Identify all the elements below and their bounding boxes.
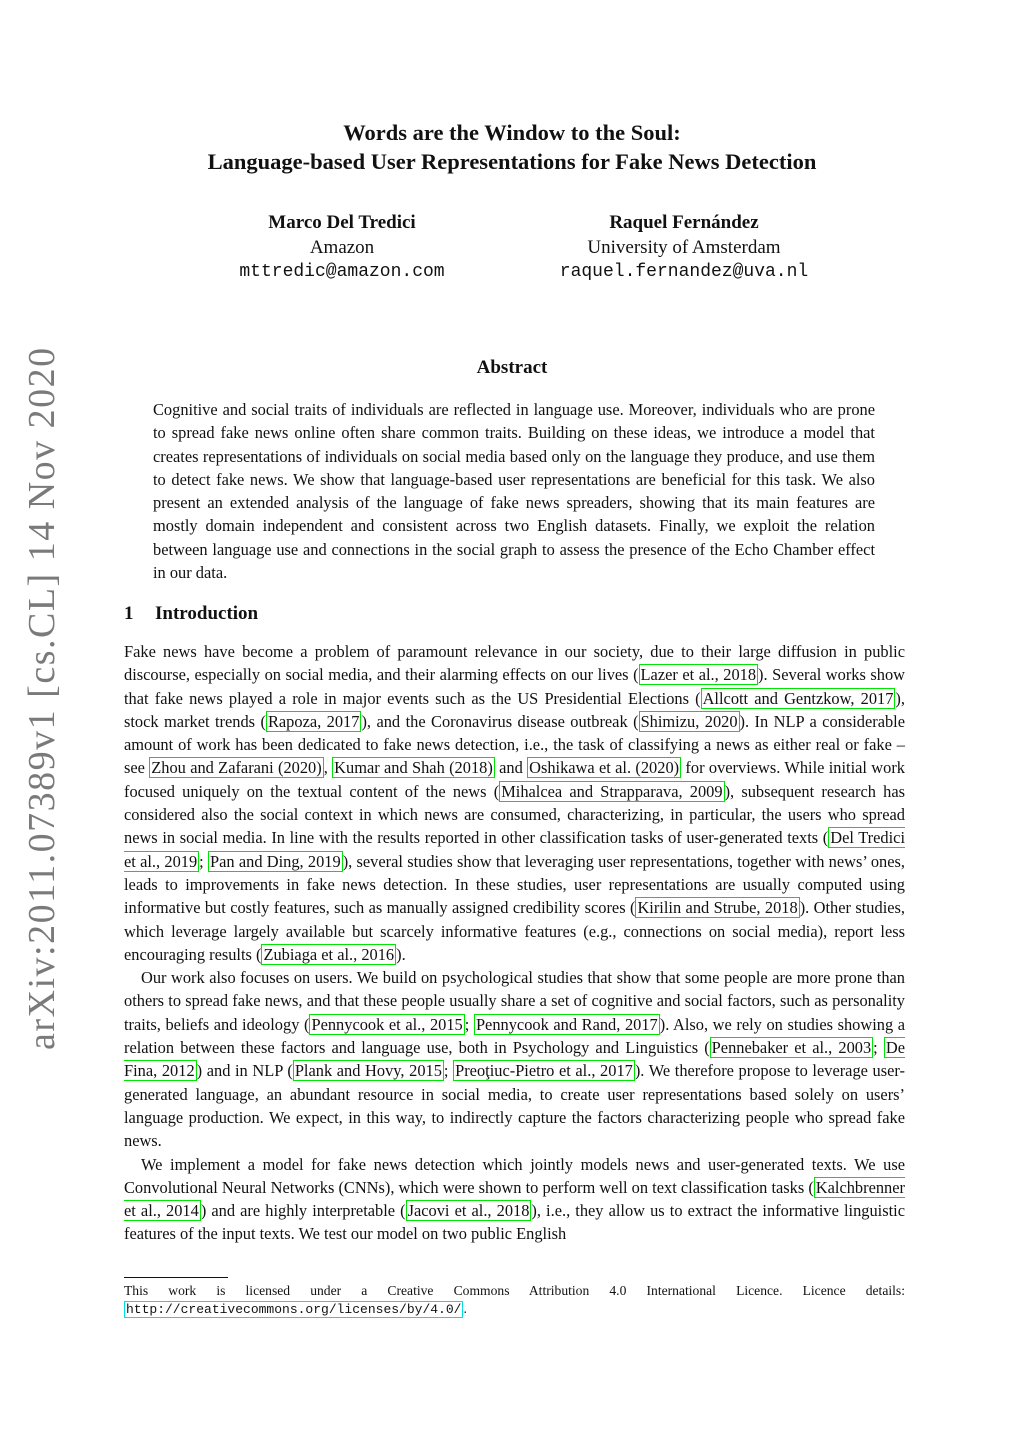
introduction-body — [124, 640, 905, 1246]
citation-link[interactable]: Oshikawa et al. (2020) — [529, 758, 680, 778]
arxiv-margin-stamp: arXiv:2011.07389v1 [cs.CL] 14 Nov 2020 — [21, 346, 63, 1050]
citation-link[interactable]: Pennebaker et al., 2003 — [711, 1038, 872, 1058]
author-block-2 — [474, 210, 894, 285]
citation-link[interactable]: Del Tredici et al., 2019 — [124, 828, 905, 871]
footnote-rule — [124, 1277, 228, 1278]
intro-paragraph-3: We implement a model for fake news detection which jointly models news and user-generated texts. We use Convolutional Neural Networks (CNNs), which were shown to perform well on text classification tasks ( Kalchbrenner et al., 2014 ) and are highly interpretable ( Jacovi et al., 2018 ), i.e., they allow us to extract the informative linguistic features of the input texts. We test our model on two public English — [124, 1154, 905, 1244]
footnote — [124, 1282, 905, 1319]
citation-link[interactable]: Zhou and Zafarani (2020) — [151, 758, 322, 778]
paper-title — [0, 118, 1024, 176]
citation-link[interactable]: Kirilin and Strube, 2018 — [637, 898, 798, 918]
citation-link[interactable]: Pennycook et al., 2015 — [311, 1014, 463, 1034]
citation-link[interactable]: Jacovi et al., 2018 — [407, 1201, 530, 1221]
author-affiliation: Amazon — [309, 237, 375, 258]
citation-link[interactable]: Mihalcea and Strapparava, 2009 — [501, 781, 723, 801]
author-name: Marco Del Tredici — [268, 212, 416, 233]
author-affiliation: University of Amsterdam — [587, 237, 781, 258]
author-email: mttredic@amazon.com — [239, 262, 445, 282]
citation-link[interactable]: Preoţiuc-Pietro et al., 2017 — [455, 1061, 633, 1081]
citation-link[interactable]: Pennycook and Rand, 2017 — [475, 1014, 658, 1034]
title-line-2: Language-based User Representations for Fake News Detection — [207, 149, 817, 174]
citation-link[interactable]: Kumar and Shah (2018) — [334, 758, 493, 778]
section-title: Introduction — [155, 603, 259, 624]
citation-link[interactable]: Allcott and Gentzkow, 2017 — [702, 688, 894, 708]
author-name: Raquel Fernández — [609, 212, 759, 233]
footnote-text: This work is licensed under a Creative Commons Attribution 4.0 International Licence. Licence details: — [124, 1283, 905, 1298]
citation-link[interactable]: Plank and Hovy, 2015 — [294, 1061, 442, 1081]
section-number: 1 — [124, 603, 134, 624]
citation-link[interactable]: Rapoza, 2017 — [267, 711, 360, 731]
citation-link[interactable]: De Fina, 2012 — [124, 1038, 905, 1081]
citation-link[interactable]: Shimizu, 2020 — [640, 711, 738, 731]
license-url-link[interactable]: http://creativecommons.org/licenses/by/4.0/ — [126, 1302, 462, 1317]
citation-link[interactable]: Pan and Ding, 2019 — [210, 851, 341, 871]
abstract-heading: Abstract — [476, 357, 548, 378]
footnote-end: . — [463, 1301, 467, 1316]
abstract-text: Cognitive and social traits of individuals are reflected in language use. Moreover, individuals who are prone to spread fake news online often share common traits. Building on these ideas, we introduce a model that creates representations of individuals on social media based only on the language they produce, and use them to detect fake news. We show that language-based user representations are beneficial for this task. We also present an extended analysis of the language of fake news spreaders, showing that its main features are mostly domain independent and consistent across two English datasets. Finally, we exploit the relation between language use and connections in the social graph to assess the presence of the Echo Chamber effect in our data. — [153, 400, 875, 583]
section-heading — [124, 603, 258, 625]
author-email: raquel.fernandez@uva.nl — [559, 262, 809, 282]
title-line-1: Words are the Window to the Soul: — [343, 120, 681, 145]
citation-link[interactable]: Zubiaga et al., 2016 — [263, 944, 395, 964]
intro-paragraph-2: Our work also focuses on users. We build on psychological studies that show that some people are more prone than others to spread fake news, and that these people usually share a set of cognitive and social factors, such as personality traits, beliefs and ideology ( Pennycook et al., 2015 ; Pennycook and Rand, 2017 ). Also, we rely on studies showing a relation between these factors and language use, both in Psychology and Linguistics ( Pennebaker et al., 2003 ; De Fina, 2012 ) and in NLP ( Plank and Hovy, 2015 ; Preoţiuc-Pietro et al., 2017 ). We therefore propose to leverage user-generated language, an abundant resource in social media, to create user representations based solely on users’ language production. We expect, in this way, to indirectly capture the factors characterizing people who spread fake news. — [124, 968, 906, 1151]
citation-link[interactable]: Kalchbrenner et al., 2014 — [124, 1177, 905, 1221]
intro-paragraph-1: Fake news have become a problem of paramount relevance in our society, due to their large diffusion in public discourse, especially on social media, and their alarming effects on our lives ( Lazer et al., 2018 ). Several works show that fake news played a role in major events such as the US Presidential Elections ( Allcott and Gentzkow, 2017 ), stock market trends ( Rapoza, 2017 ), and the Coronavirus disease outbreak ( Shimizu, 2020 ). In NLP a considerable amount of work has been dedicated to fake news detection, i.e., the task of classifying a news as either real or fake – see Zhou and Zafarani (2020) , Kumar and Shah (2018) and Oshikawa et al. (2020) for overviews. While initial work focused uniquely on the textual content of the news ( Mihalcea and Strapparava, 2009 ), subsequent research has considered also the social context in which news are consumed, characterizing, in particular, the users who spread news in social media. In line with the results reported in other classification tasks of user-generated texts ( Del Tredici et al., 2019 ; Pan and Ding, 2019 ), several studies show that leveraging user representations, together with news’ ones, leads to improvements in fake news detection. In these studies, user representations are usually computed using informative but costly features, such as manually assigned credibility scores ( Kirilin and Strube, 2018 ). Other studies, which leverage largely available but scarcely informative features (e.g., connections on social media), report less encouraging results ( Zubiaga et al., 2016 ). — [124, 642, 906, 964]
citation-link[interactable]: Lazer et al., 2018 — [640, 665, 757, 685]
